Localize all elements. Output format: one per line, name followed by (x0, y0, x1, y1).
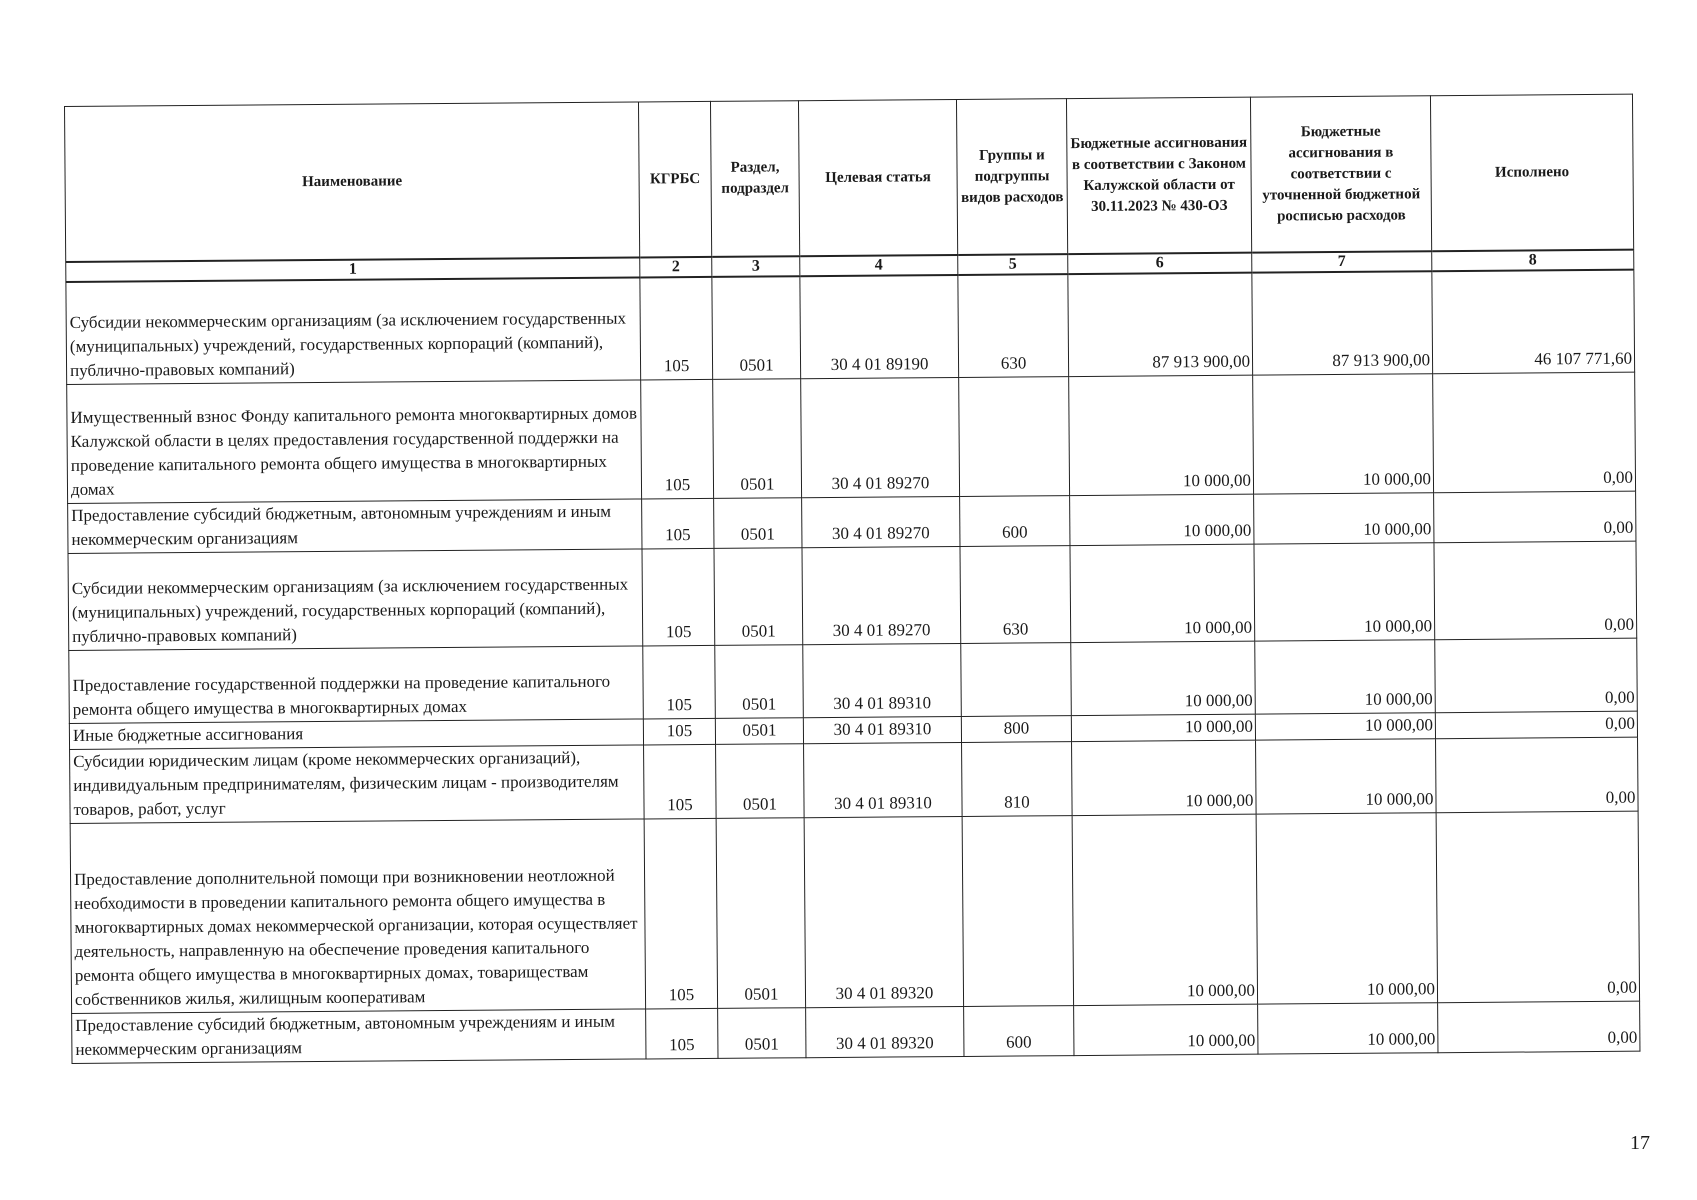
row-expense-group: 800 (961, 715, 1071, 742)
budget-sheet (64, 94, 1639, 1064)
row-kgrbs: 105 (646, 1008, 718, 1059)
row-executed-amount: 46 107 771,60 (1432, 270, 1635, 374)
row-law-amount: 10 000,00 (1072, 814, 1257, 1005)
row-section: 0501 (715, 644, 804, 718)
row-section: 0501 (714, 547, 803, 645)
row-executed-amount: 0,00 (1438, 1001, 1640, 1053)
row-executed-amount: 0,00 (1436, 737, 1639, 813)
page-number: 17 (1630, 1132, 1650, 1154)
column-number: 6 (1068, 253, 1252, 274)
header-expense-groups: Группы и подгруппы видов расходов (956, 99, 1067, 255)
row-kgrbs: 105 (644, 818, 717, 1009)
row-expense-group: 630 (960, 545, 1071, 643)
row-target-article: 30 4 01 89310 (804, 742, 963, 817)
row-expense-group (962, 815, 1073, 1006)
row-law-amount: 10 000,00 (1070, 494, 1254, 545)
row-executed-amount: 0,00 (1433, 372, 1636, 493)
row-refined-amount: 10 000,00 (1256, 738, 1437, 813)
header-kgrbs: КГРБС (638, 101, 711, 257)
table-row (70, 737, 1639, 823)
table-row (67, 372, 1636, 503)
column-number: 7 (1252, 251, 1432, 272)
row-law-amount: 10 000,00 (1071, 641, 1256, 715)
row-kgrbs: 105 (643, 718, 715, 745)
column-number: 1 (66, 257, 640, 282)
row-name: Предоставление государственной поддержки на проведение капитального ремонта общего имущества в многоквартирных домах (69, 645, 644, 723)
row-law-amount: 87 913 900,00 (1068, 273, 1253, 376)
row-target-article: 30 4 01 89310 (803, 716, 961, 743)
column-number: 4 (800, 255, 958, 276)
row-refined-amount: 10 000,00 (1255, 712, 1435, 739)
row-section: 0501 (715, 717, 803, 744)
row-name: Субсидии юридическим лицам (кроме некоммерческих организаций), индивидуальным предпринимателям, физическим лицам - производителям товаров, работ, услуг (70, 744, 645, 823)
budget-table (64, 94, 1640, 1064)
row-refined-amount: 87 913 900,00 (1252, 271, 1433, 374)
row-name: Предоставление субсидий бюджетным, автономным учреждениям и иным некоммерческим организациям (68, 498, 642, 553)
table-row (66, 270, 1635, 384)
table-row (69, 638, 1638, 723)
row-section: 0501 (718, 1007, 806, 1058)
row-expense-group: 600 (960, 495, 1070, 546)
row-law-amount: 10 000,00 (1071, 714, 1255, 741)
row-target-article: 30 4 01 89310 (803, 643, 962, 717)
column-number: 2 (640, 257, 712, 278)
row-kgrbs: 105 (640, 277, 713, 380)
row-law-amount: 10 000,00 (1070, 544, 1255, 642)
row-target-article: 30 4 01 89270 (802, 546, 961, 644)
table-row (68, 541, 1637, 650)
row-name: Иные бюджетные ассигнования (69, 718, 643, 749)
row-refined-amount: 10 000,00 (1255, 639, 1436, 713)
row-target-article: 30 4 01 89320 (804, 816, 963, 1007)
row-expense-group: 600 (964, 1005, 1074, 1056)
row-target-article: 30 4 01 89270 (801, 377, 960, 497)
header-section: Раздел, подраздел (710, 101, 799, 257)
row-kgrbs: 105 (643, 645, 716, 719)
row-law-amount: 10 000,00 (1072, 740, 1257, 815)
header-row (65, 94, 1634, 262)
row-section: 0501 (716, 743, 805, 818)
row-section: 0501 (714, 497, 802, 548)
row-executed-amount: 0,00 (1436, 811, 1639, 1003)
row-expense-group: 630 (958, 274, 1069, 377)
column-number: 5 (958, 254, 1068, 275)
row-expense-group (961, 642, 1072, 716)
row-name: Имущественный взнос Фонду капитального ремонта многоквартирных домов Калужской области в целях предоставления государственной поддержки на проведение капитального ремонта общего имущества в многоквартирных домах (67, 379, 642, 503)
row-law-amount: 10 000,00 (1069, 375, 1254, 495)
row-refined-amount: 10 000,00 (1253, 373, 1434, 493)
header-executed: Исполнено (1430, 94, 1633, 251)
row-refined-amount: 10 000,00 (1256, 812, 1437, 1003)
row-target-article: 30 4 01 89190 (800, 275, 959, 378)
column-number: 3 (712, 256, 800, 277)
row-section: 0501 (713, 378, 802, 498)
column-number: 8 (1432, 250, 1634, 272)
row-section: 0501 (716, 817, 805, 1008)
row-kgrbs: 105 (641, 379, 714, 499)
row-name: Предоставление дополнительной помощи при возникновении неотложной необходимости в проведении капитального ремонта общего имущества в многоквартирных домах некоммерческой организации, которая осуществляет деятельность, направленную на обеспечение проведения капитального ремонта общего имущества в многоквартирных домах, товариществам собственников жилья, жилищным кооперативам (70, 818, 645, 1013)
header-name: Наименование (65, 102, 640, 262)
table-row (70, 811, 1639, 1013)
row-refined-amount: 10 000,00 (1258, 1002, 1438, 1053)
row-executed-amount: 0,00 (1435, 711, 1637, 739)
row-section: 0501 (712, 276, 801, 379)
row-executed-amount: 0,00 (1434, 491, 1636, 543)
row-law-amount: 10 000,00 (1074, 1004, 1258, 1055)
header-refined-allocations: Бюджетные ассигнования в соответствии с уточненной бюджетной росписью расходов (1250, 96, 1431, 253)
header-target-article: Целевая статья (798, 99, 957, 256)
row-refined-amount: 10 000,00 (1254, 542, 1435, 640)
row-kgrbs: 105 (644, 744, 717, 819)
row-name: Субсидии некоммерческим организациям (за исключением государственных (муниципальных) учреждений, государственных корпораций (компаний), публично-правовых компаний) (68, 548, 643, 650)
row-name: Субсидии некоммерческим организациям (за исключением государственных (муниципальных) учреждений, государственных корпораций (компаний), публично-правовых компаний) (66, 277, 641, 384)
row-expense-group (959, 376, 1070, 496)
row-kgrbs: 105 (642, 548, 715, 646)
row-executed-amount: 0,00 (1435, 638, 1638, 713)
row-target-article: 30 4 01 89320 (806, 1006, 964, 1057)
row-kgrbs: 105 (642, 498, 714, 549)
row-expense-group: 810 (962, 741, 1073, 816)
row-target-article: 30 4 01 89270 (802, 496, 960, 547)
row-executed-amount: 0,00 (1434, 541, 1637, 640)
row-refined-amount: 10 000,00 (1254, 492, 1434, 543)
row-name: Предоставление субсидий бюджетным, автономным учреждениям и иным некоммерческим организациям (72, 1008, 646, 1063)
header-law-allocations: Бюджетные ассигнования в соответствии с Законом Калужской области от 30.11.2023 № 430-ОЗ (1066, 97, 1251, 254)
